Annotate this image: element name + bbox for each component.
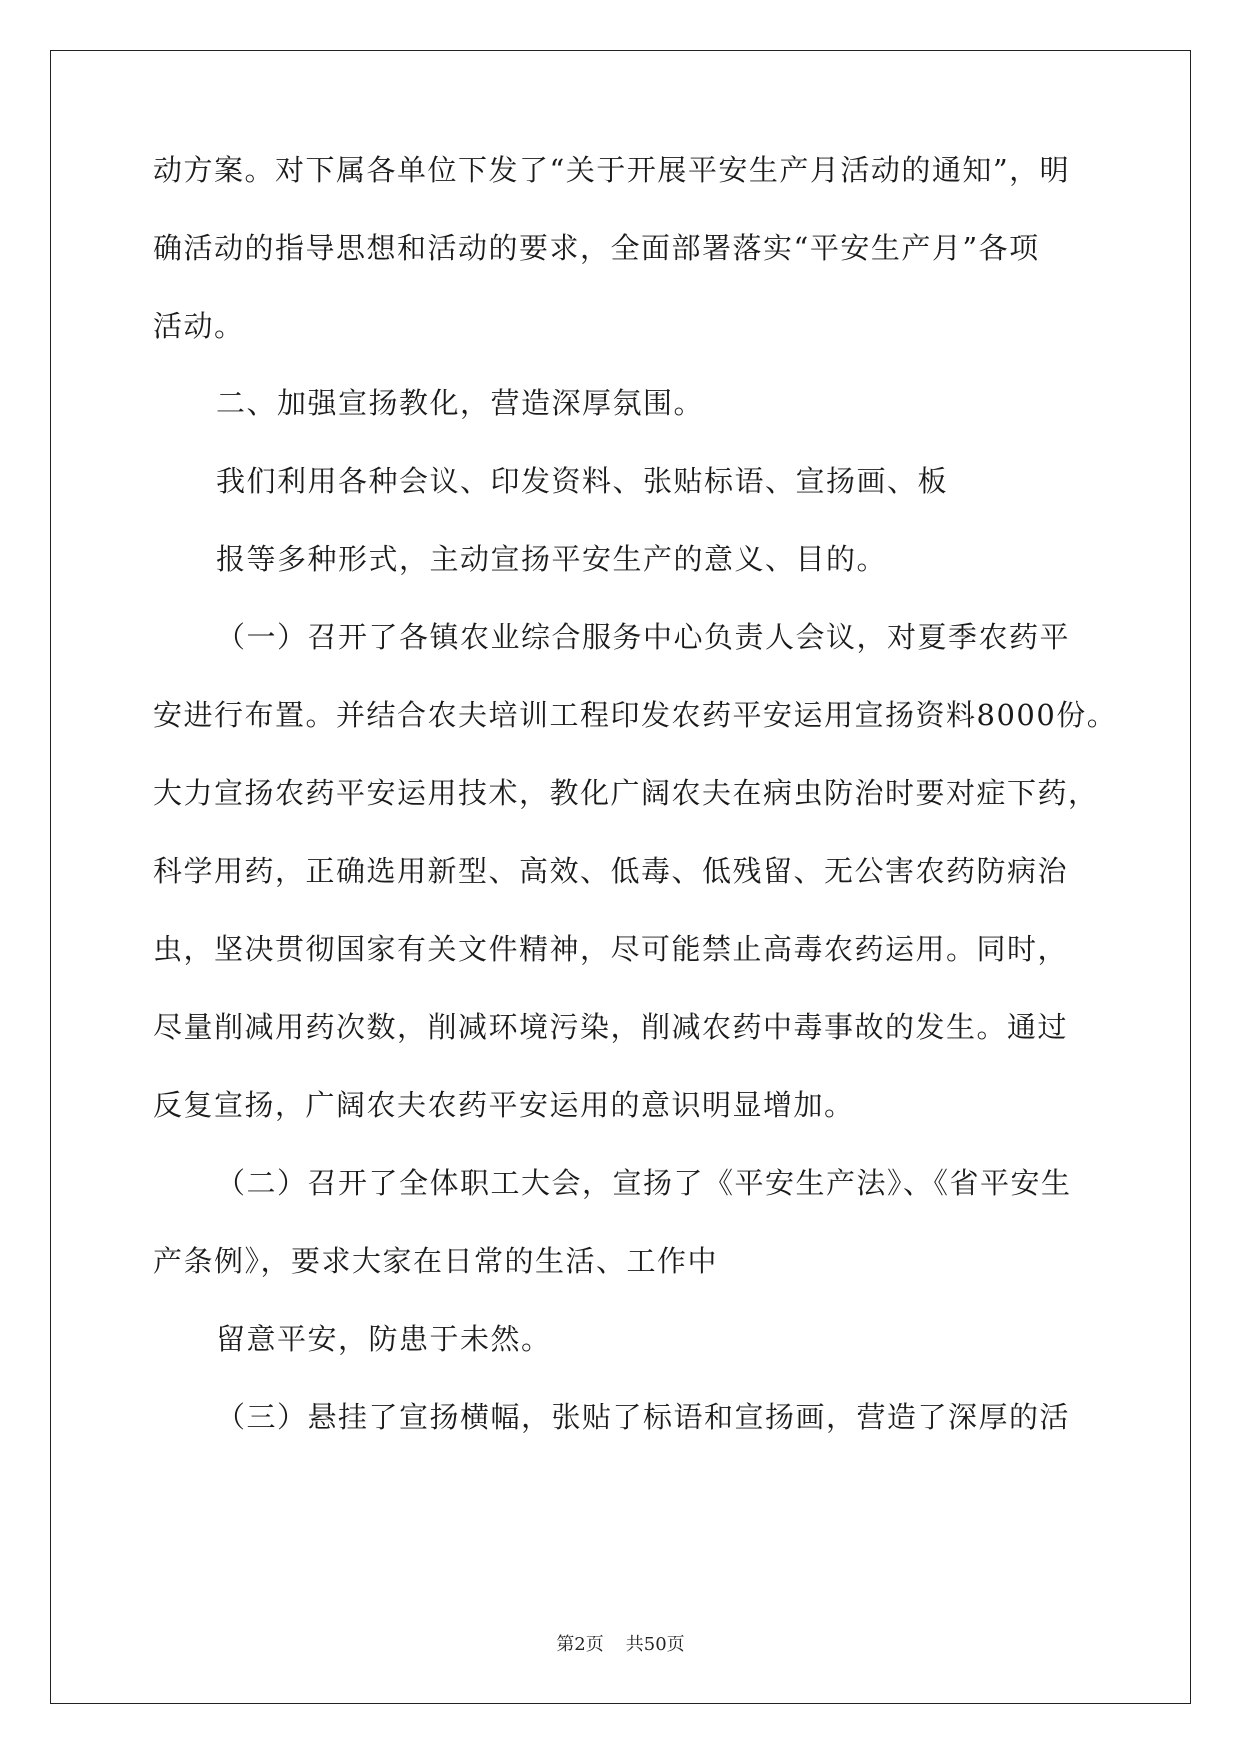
text-line: 我们利用各种会议、印发资料、张贴标语、宣扬画、板 [216,464,949,498]
page-number: 第2页 [556,1634,604,1655]
text-line: 活动。 [153,309,245,343]
text-line: 尽量削减用药次数，削减环境污染，削减农药中毒事故的发生。通过 [153,1010,1069,1044]
text-line: 动方案。对下属各单位下发了“关于开展平安生产月活动的通知”，明 [153,153,1071,187]
text-line: 产条例》，要求大家在日常的生活、工作中 [153,1244,719,1278]
text-line: 报等多种形式，主动宣扬平安生产的意义、目的。 [216,542,888,576]
text-line: （三）悬挂了宣扬横幅，张贴了标语和宣扬画，营造了深厚的活 [216,1400,1071,1434]
text-line: 安进行布置。并结合农夫培训工程印发农药平安运用宣扬资料8000份。 [153,698,1118,732]
page-total: 共50页 [625,1634,685,1655]
text-line: 确活动的指导思想和活动的要求，全面部署落实“平安生产月”各项 [153,231,1040,265]
page-footer [0,1630,1241,1656]
text-line: （一）召开了各镇农业综合服务中心负责人会议，对夏季农药平 [216,620,1071,654]
text-line: 虫，坚决贯彻国家有关文件精神，尽可能禁止高毒农药运用。同时， [153,932,1069,966]
text-line: 大力宣扬农药平安运用技术，教化广阔农夫在病虫防治时要对症下药， [153,776,1099,810]
section-heading: 二、加强宣扬教化，营造深厚氛围。 [216,386,705,420]
text-line: （二）召开了全体职工大会，宣扬了《平安生产法》、《省平安生 [216,1166,1072,1200]
text-line: 科学用药，正确选用新型、高效、低毒、低残留、无公害农药防病治 [153,854,1069,888]
text-line: 反复宣扬，广阔农夫农药平安运用的意识明显增加。 [153,1088,855,1122]
text-line: 留意平安，防患于未然。 [216,1322,552,1356]
